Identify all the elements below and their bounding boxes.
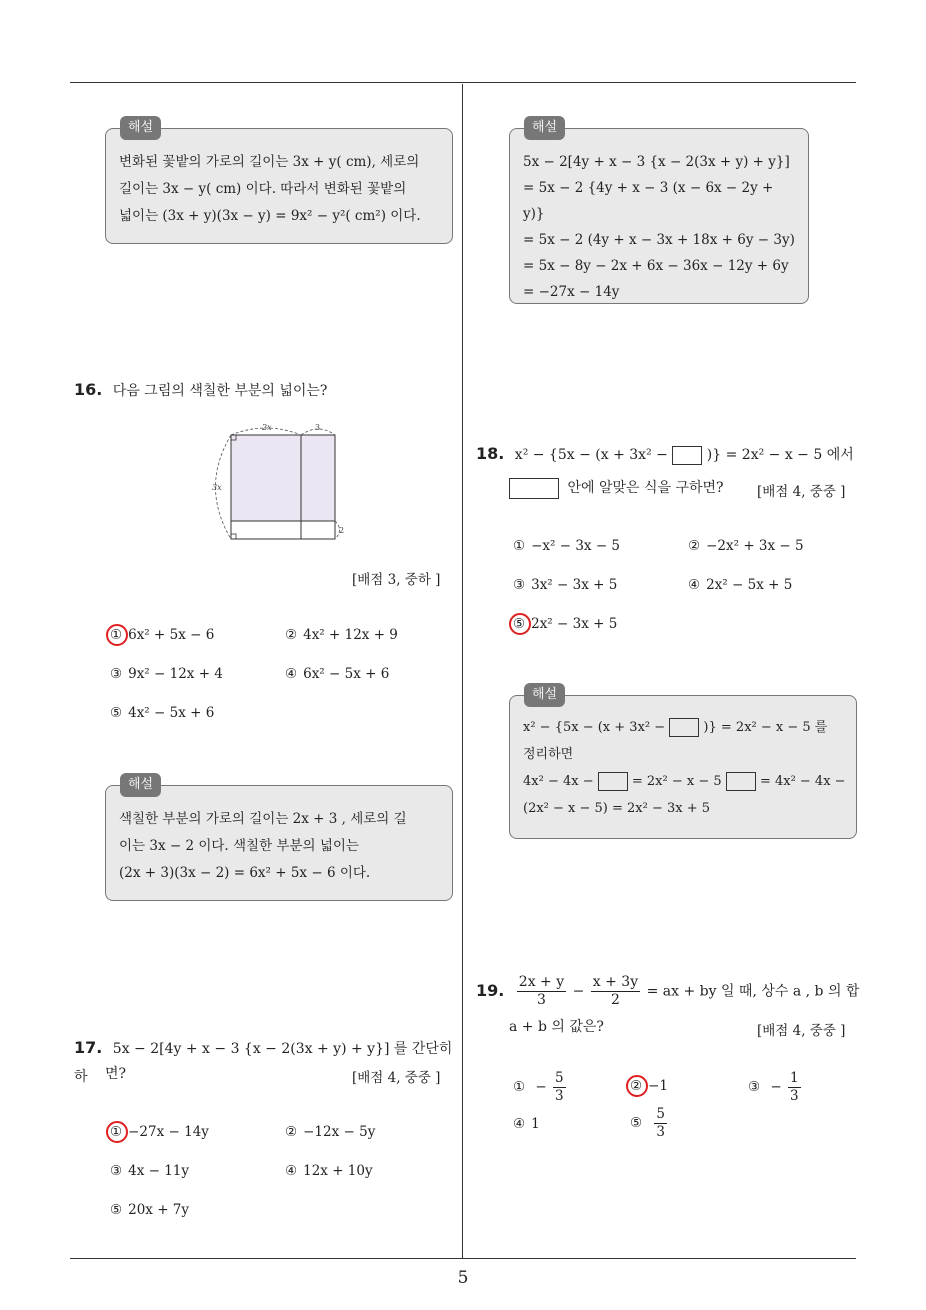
solution-box-q18: [509, 687, 857, 839]
answer-circle-mark: [626, 1075, 648, 1097]
question-number: 18.: [476, 444, 505, 463]
option-2[interactable]: [285, 1124, 375, 1140]
solution-text: = 2x² − x − 5: [631, 774, 722, 789]
option-3[interactable]: [513, 577, 617, 593]
question-19-line2: a + b 의 값은?: [509, 1019, 604, 1035]
option-mark: ②: [630, 1078, 643, 1094]
answer-blank-box: [672, 446, 702, 465]
option-mark: ②: [285, 1124, 298, 1140]
solution-line: 정리하면: [523, 747, 574, 762]
label-3x: 3x: [212, 483, 222, 492]
option-mark: ④: [285, 666, 298, 682]
option-text: 20x + 7y: [128, 1202, 190, 1218]
option-5[interactable]: [630, 1106, 669, 1141]
question-17-line2: 면?: [105, 1066, 127, 1082]
option-1[interactable]: [513, 1070, 568, 1105]
solution-line: = 5x − 8y − 2x + 6x − 36x − 12y + 6y: [523, 258, 789, 274]
option-text: 4x² + 12x + 9: [303, 627, 398, 643]
solution-line: 변화된 꽃밭의 가로의 길이는 3x + y( cm), 세로의: [119, 154, 420, 170]
option-text: 9x² − 12x + 4: [128, 666, 223, 682]
fraction-numerator: 1: [790, 1070, 799, 1086]
solution-line: (2x + 3)(3x − 2) = 6x² + 5x − 6 이다.: [119, 865, 371, 881]
option-2[interactable]: [630, 1078, 668, 1094]
option-mark: ⑤: [630, 1115, 643, 1131]
column-divider: [462, 84, 463, 1258]
score-info: [배점 4, 중중 ]: [352, 1070, 441, 1086]
solution-line: 색칠한 부분의 가로의 길이는 2x + 3 , 세로의 길: [119, 811, 407, 827]
option-mark: ④: [688, 577, 701, 593]
option-mark: ①: [110, 627, 123, 643]
equation-right: )} = 2x² − x − 5 에서: [706, 447, 854, 463]
option-text: −x² − 3x − 5: [531, 538, 621, 554]
score-info: [배점 4, 중중 ]: [757, 484, 846, 500]
label-2x: 2x: [262, 423, 272, 432]
solution-box-q16: [105, 777, 453, 901]
fraction-numerator: 5: [555, 1070, 564, 1086]
question-text: = ax + by 일 때, 상수 a , b 의 합: [646, 983, 860, 1000]
question-text: 다음 그림의 색칠한 부분의 넓이는?: [112, 383, 328, 399]
option-mark: ③: [110, 1163, 123, 1179]
fraction: [654, 1106, 667, 1141]
label-3: 3: [315, 423, 321, 432]
fraction-numerator: x + 3y: [592, 974, 639, 990]
option-4[interactable]: [513, 1116, 540, 1132]
option-5[interactable]: [110, 705, 214, 721]
fraction-denominator: 3: [790, 1088, 799, 1104]
fraction: [517, 974, 566, 1009]
option-mark: ③: [110, 666, 123, 682]
solution-box-q17: [509, 120, 809, 304]
option-text: 4x² − 5x + 6: [128, 705, 215, 721]
solution-line: [523, 714, 844, 741]
question-text: 5x − 2[4y + x − 3 {x − 2(3x + y) + y}] 를 간단히 하: [74, 1041, 453, 1085]
bottom-rule: [70, 1258, 856, 1259]
score-info: [배점 4, 중중 ]: [757, 1023, 846, 1039]
option-text: −12x − 5y: [303, 1124, 376, 1140]
option-3[interactable]: [110, 1163, 189, 1179]
fraction-denominator: 2: [610, 992, 620, 1008]
solution-line: 이는 3x − 2 이다. 색칠한 부분의 넓이는: [119, 838, 359, 854]
solution-line: = 5x − 2 (4y + x − 3x + 18x + 6y − 3y): [523, 232, 795, 248]
solution-line: = −27x − 14y: [523, 284, 620, 300]
question-19: [476, 974, 859, 1009]
question-number: 17.: [74, 1038, 103, 1057]
option-mark: ④: [285, 1163, 298, 1179]
option-mark: ①: [513, 538, 526, 554]
solution-text: = 4x² − 4x −: [759, 774, 846, 789]
option-2[interactable]: [688, 538, 804, 554]
option-mark: ④: [513, 1116, 526, 1132]
option-mark: ⑤: [110, 1202, 123, 1218]
option-text: 6x² + 5x − 6: [128, 627, 215, 643]
option-text: −1: [648, 1078, 669, 1094]
rectangle-figure: [208, 418, 354, 548]
fraction-numerator: 2x + y: [518, 974, 565, 990]
fraction-denominator: 3: [537, 992, 546, 1008]
solution-text: )} = 2x² − x − 5 를: [703, 720, 828, 735]
answer-circle-mark: [509, 613, 531, 635]
question-16: [74, 376, 327, 405]
option-2[interactable]: [285, 627, 398, 643]
option-mark: ⑤: [110, 705, 123, 721]
option-mark: ③: [513, 577, 526, 593]
answer-blank-box: [598, 772, 628, 791]
option-3[interactable]: [110, 666, 223, 682]
solution-line: 넓이는 (3x + y)(3x − y) = 9x² − y²( cm²) 이다.: [119, 208, 421, 224]
fraction-denominator: 3: [555, 1088, 564, 1104]
solution-line: (2x² − x − 5) = 2x² − 3x + 5: [523, 801, 711, 816]
option-sign: −: [535, 1079, 547, 1095]
page-number: 5: [457, 1268, 469, 1288]
solution-tab: 해설: [524, 116, 565, 140]
answer-blank-box: [509, 478, 559, 499]
option-4[interactable]: [285, 666, 389, 682]
solution-tab: 해설: [524, 683, 565, 707]
fraction: [788, 1070, 801, 1105]
question-text: 안에 알맞은 식을 구하면?: [567, 480, 724, 496]
unshaded-strip: [231, 521, 335, 539]
option-3[interactable]: [748, 1070, 803, 1105]
option-1[interactable]: [110, 1124, 209, 1140]
question-number: 19.: [476, 980, 505, 1000]
question-18-line2: [509, 474, 724, 502]
solution-line: [523, 768, 844, 795]
fraction: [553, 1070, 566, 1105]
option-5[interactable]: [110, 1202, 189, 1218]
option-1[interactable]: [110, 627, 214, 643]
solution-box-q15: [105, 120, 453, 244]
solution-text: x² − {5x − (x + 3x² −: [523, 720, 666, 735]
option-text: 2x² − 5x + 5: [706, 577, 793, 593]
option-1[interactable]: [513, 538, 620, 554]
option-text: −2x² + 3x − 5: [706, 538, 804, 554]
option-mark: ②: [285, 627, 298, 643]
option-text: 12x + 10y: [303, 1163, 373, 1179]
score-info: [배점 3, 중하 ]: [352, 572, 441, 588]
fraction-numerator: 5: [656, 1106, 665, 1122]
equation-left: x² − {5x − (x + 3x² −: [514, 447, 668, 463]
solution-tab: 해설: [120, 116, 161, 140]
option-sign: −: [770, 1079, 782, 1095]
option-text: 6x² − 5x + 6: [303, 666, 390, 682]
solution-line: = 5x − 2 {4y + x − 3 (x − 6x − 2y + y)}: [523, 180, 774, 222]
option-4[interactable]: [688, 577, 792, 593]
label-2: 2: [339, 526, 345, 535]
answer-circle-mark: [106, 1121, 128, 1143]
option-5[interactable]: [513, 616, 617, 632]
option-text: 3x² − 3x + 5: [531, 577, 618, 593]
solution-line: 5x − 2[4y + x − 3 {x − 2(3x + y) + y}]: [523, 154, 790, 170]
option-mark: ③: [748, 1079, 761, 1095]
top-rule: [70, 82, 856, 83]
option-mark: ①: [110, 1124, 123, 1140]
answer-circle-mark: [106, 624, 128, 646]
option-text: 4x − 11y: [128, 1163, 190, 1179]
option-text: 2x² − 3x + 5: [531, 616, 618, 632]
fraction-denominator: 3: [656, 1124, 665, 1140]
answer-blank-box: [669, 718, 699, 737]
fraction: [591, 974, 640, 1009]
option-mark: ⑤: [513, 616, 526, 632]
option-mark: ②: [688, 538, 701, 554]
option-mark: ①: [513, 1079, 526, 1095]
solution-text: 4x² − 4x −: [523, 774, 594, 789]
option-text: −27x − 14y: [128, 1124, 209, 1140]
solution-line: 길이는 3x − y( cm) 이다. 따라서 변화된 꽃밭의: [119, 181, 407, 197]
question-18: [476, 440, 854, 469]
option-text: 1: [531, 1116, 540, 1132]
minus-sign: −: [572, 983, 585, 1000]
solution-tab: 해설: [120, 773, 161, 797]
question-number: 16.: [74, 380, 103, 399]
option-4[interactable]: [285, 1163, 373, 1179]
answer-blank-box: [726, 772, 756, 791]
